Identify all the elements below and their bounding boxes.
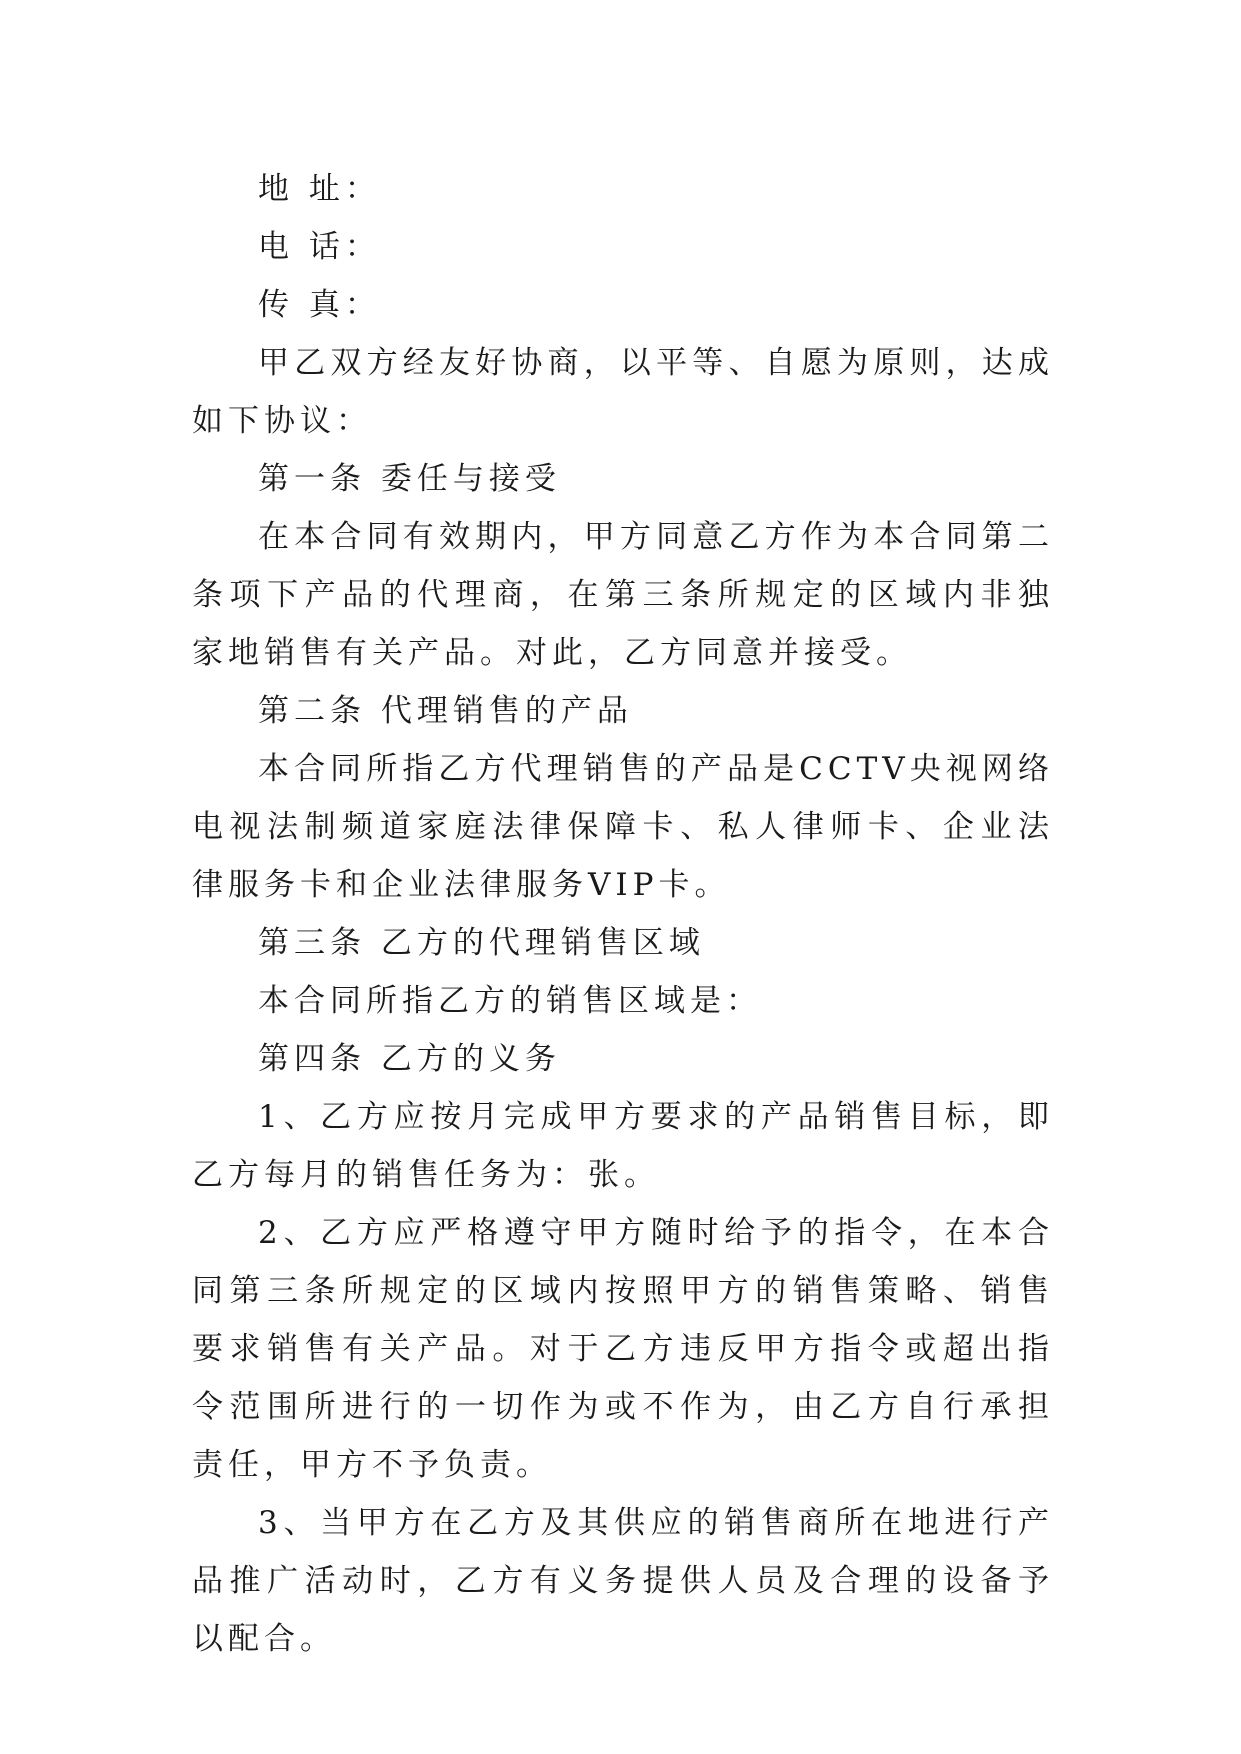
article-1-body: 在本合同有效期内，甲方同意乙方作为本合同第二条项下产品的代理商，在第三条所规定的区域内非独家地销售有关产品。对此，乙方同意并接受。 <box>192 519 1054 671</box>
address-field: 地 址： <box>258 171 381 207</box>
article-2-title: 第二条 代理销售的产品 <box>258 693 633 729</box>
article-3-body: 本合同所指乙方的销售区域是： <box>258 983 762 1019</box>
intro-paragraph: 甲乙双方经友好协商，以平等、自愿为原则，达成如下协议： <box>192 345 1054 439</box>
contract-body <box>192 160 1054 1668</box>
article-1-title: 第一条 委任与接受 <box>258 461 561 497</box>
fax-field: 传 真： <box>258 287 381 323</box>
article-4-clause-3: 3、当甲方在乙方及其供应的销售商所在地进行产品推广活动时，乙方有义务提供人员及合理的设备予以配合。 <box>192 1505 1054 1657</box>
article-4-title: 第四条 乙方的义务 <box>258 1041 561 1077</box>
article-2-body: 本合同所指乙方代理销售的产品是CCTV央视网络电视法制频道家庭法律保障卡、私人律师卡、企业法律服务卡和企业法律服务VIP卡。 <box>192 751 1054 903</box>
article-4-clause-1: 1、乙方应按月完成甲方要求的产品销售目标，即乙方每月的销售任务为：张。 <box>192 1099 1054 1193</box>
article-4-clause-2: 2、乙方应严格遵守甲方随时给予的指令，在本合同第三条所规定的区域内按照甲方的销售策略、销售要求销售有关产品。对于乙方违反甲方指令或超出指令范围所进行的一切作为或不作为，由乙方自行承担责任，甲方不予负责。 <box>192 1215 1054 1483</box>
article-3-title: 第三条 乙方的代理销售区域 <box>258 925 705 961</box>
phone-field: 电 话： <box>258 229 381 265</box>
